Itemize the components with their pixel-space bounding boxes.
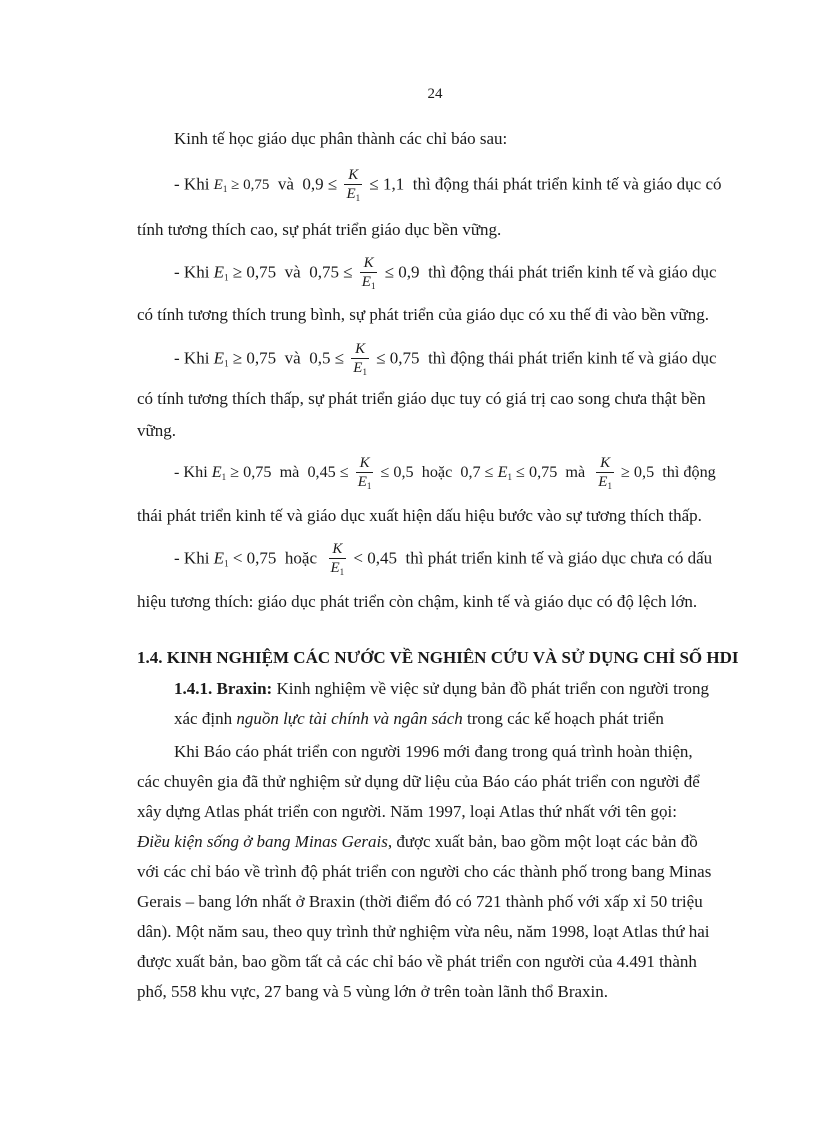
condition-5-line-2: hiệu tương thích: giáo dục phát triển còn chậm, kinh tế và giáo dục có độ lệch lớn. bbox=[137, 592, 698, 611]
page-number: 24 bbox=[427, 86, 443, 102]
fraction-k-e1: $\frac{K}{E_1}$ bbox=[330, 541, 345, 577]
section-heading: 1.4. KINH NGHIỆM CÁC NƯỚC VỀ NGHIÊN CỨU VÀ SỬ DỤNG CHỈ SỐ HDI bbox=[137, 648, 739, 667]
condition-3-line-2: có tính tương thích thấp, sự phát triển giáo dục tuy có giá trị cao song chưa thật bền bbox=[137, 389, 706, 408]
paragraph-line-5: với các chỉ báo về trình độ phát triển con người cho các thành phố trong bang Minas bbox=[137, 862, 712, 881]
condition-3-line-3: vững. bbox=[137, 421, 176, 440]
fraction-k-e1: $\frac{K}{E_1}$ bbox=[353, 341, 367, 377]
condition-1-line-2: tính tương thích cao, sự phát triển giáo dục bền vững. bbox=[137, 220, 502, 239]
condition-2-line-2: có tính tương thích trung bình, sự phát triển của giáo dục có xu thế đi vào bền vững. bbox=[137, 305, 710, 324]
condition-4-line: - Khi $E_1 \ge 0,75$ mà 0,45 ≤ $\frac{K}{E_1}$ ≤ 0,5 hoặc $0,7 \le E_1 \le 0,75$ mà $\frac{K}{E_1}$ ≥ 0,5 thì động bbox=[174, 455, 716, 491]
condition-5-line: - Khi $E_1 < 0,75$ hoặc $\frac{K}{E_1}$ < 0,45 thì phát triển kinh tế và giáo dục chưa có dấu bbox=[174, 541, 713, 577]
paragraph-line-7: dân). Một năm sau, theo quy trình thử nghiệm vừa nêu, năm 1998, loạt Atlas thứ hai bbox=[137, 922, 710, 941]
paragraph-line-6: Gerais – bang lớn nhất ở Braxin (thời điểm đó có 721 thành phố với xấp xỉ 50 triệu bbox=[137, 892, 703, 911]
paragraph-line-8: được xuất bản, bao gồm tất cả các chỉ báo về phát triển con người của 4.491 thành bbox=[137, 952, 697, 971]
condition-1-line: - Khi $E_1 \ge 0,75$ và 0,9 ≤ $\frac{K}{E_1}$ ≤ 1,1 thì động thái phát triển kinh tế và giáo dục có bbox=[174, 167, 722, 203]
paragraph-line-1: Khi Báo cáo phát triển con người 1996 mới đang trong quá trình hoàn thiện, bbox=[174, 742, 693, 761]
subsection-line-1: 1.4.1. Braxin: Kinh nghiệm về việc sử dụng bản đồ phát triển con người trong bbox=[174, 679, 709, 698]
fraction-k-e1: $\frac{K}{E_1}$ bbox=[346, 167, 361, 203]
condition-4-line-2: thái phát triển kinh tế và giáo dục xuất hiện dấu hiệu bước vào sự tương thích thấp. bbox=[137, 506, 702, 525]
fraction-k-e1: $\frac{K}{E_1}$ bbox=[598, 455, 612, 491]
paragraph-line-2: các chuyên gia đã thử nghiệm sử dụng dữ liệu của Báo cáo phát triển con người để bbox=[137, 772, 700, 791]
paragraph-line-3: xây dựng Atlas phát triển con người. Năm 1997, loại Atlas thứ nhất với tên gọi: bbox=[137, 802, 677, 821]
condition-3-line: - Khi $E_1 \ge 0,75$ và 0,5 ≤ $\frac{K}{E_1}$ ≤ 0,75 thì động thái phát triển kinh tế và giáo dục bbox=[174, 341, 717, 377]
fraction-k-e1: $\frac{K}{E_1}$ bbox=[357, 455, 372, 491]
paragraph-line-9: phố, 558 khu vực, 27 bang và 5 vùng lớn ở trên toàn lãnh thổ Braxin. bbox=[137, 982, 609, 1001]
intro-line: Kinh tế học giáo dục phân thành các chỉ báo sau: bbox=[174, 129, 508, 148]
fraction-k-e1: $\frac{K}{E_1}$ bbox=[361, 255, 376, 291]
subsection-line-2: xác định nguồn lực tài chính và ngân sách trong các kế hoạch phát triển bbox=[174, 709, 664, 728]
paragraph-line-4: Điều kiện sống ở bang Minas Gerais, được xuất bản, bao gồm một loạt các bản đồ bbox=[137, 832, 698, 851]
condition-2-line: - Khi $E_1 \ge 0,75$ và 0,75 ≤ $\frac{K}{E_1}$ ≤ 0,9 thì động thái phát triển kinh tế và giáo dục bbox=[174, 255, 717, 291]
subsection-label: 1.4.1. Braxin: bbox=[174, 679, 273, 698]
